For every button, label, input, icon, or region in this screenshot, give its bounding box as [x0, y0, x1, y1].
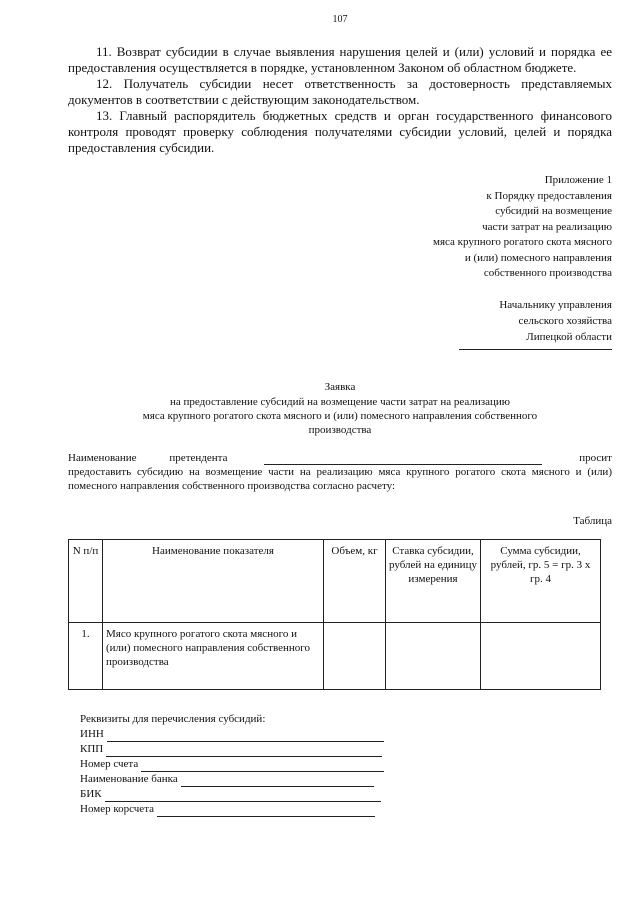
kpp-field[interactable] — [106, 745, 382, 757]
table-cell-indicator: Мясо крупного рогатого скота мясного и (или) помесного направления собственного производства — [103, 622, 324, 689]
account-number-field[interactable] — [141, 760, 384, 772]
table-header-row — [69, 539, 601, 622]
table-cell-rate[interactable] — [386, 622, 481, 689]
appendix-line: мяса крупного рогатого скота мясного — [432, 236, 612, 248]
title-line: мяса крупного рогатого скота мясного и (или) помесного направления собственного — [142, 409, 538, 422]
requisites-block — [80, 712, 612, 817]
table-header-cell: N п/п — [69, 539, 103, 622]
requisite-account — [80, 757, 612, 772]
bank-name-field[interactable] — [181, 775, 374, 787]
appendix-line: Приложение 1 — [544, 174, 612, 186]
addressee-line: сельского хозяйства — [518, 314, 612, 327]
applicant-label-end: просит — [579, 451, 612, 464]
paragraph-11: 11. Возврат субсидии в случае выявления нарушения целей и (или) условий и порядка ее предоставления осуществляется в порядке, установленном Законом об областном бюджете. — [68, 44, 612, 75]
requisite-kpp — [80, 742, 612, 757]
requisite-label: ИНН — [80, 727, 104, 740]
applicant-continuation: предоставить субсидию на возмещение части на реализацию мяса крупного рогатого скота мясного и (или) помесного направления собственного производства согласно расчету: — [68, 465, 612, 492]
paragraph-12: 12. Получатель субсидии несет ответственность за достоверность представляемых документов в соответствии с действующим законодательством. — [68, 76, 612, 107]
table-header-cell: Сумма субсидии, рублей, гр. 5 = гр. 3 x гр. 4 — [481, 539, 601, 622]
requisite-label: Номер корсчета — [80, 802, 155, 815]
appendix-line: части затрат на реализацию — [482, 220, 612, 233]
appendix-header — [368, 173, 612, 282]
title-line: на предоставление субсидий на возмещение части затрат на реализацию — [170, 395, 510, 408]
title-heading: Заявка — [324, 380, 356, 393]
applicant-label: Наименование — [68, 451, 137, 464]
table-header-cell: Объем, кг — [324, 539, 386, 622]
requisite-label: Номер счета — [80, 757, 139, 770]
addressee-block — [368, 297, 612, 350]
requisite-bik — [80, 787, 612, 802]
inn-field[interactable] — [107, 730, 384, 742]
table-header-cell: Ставка субсидии, рублей на единицу измерения — [386, 539, 481, 622]
addressee-signature-line — [459, 349, 612, 350]
applicant-statement — [68, 451, 612, 493]
table-header-cell: Наименование показателя — [103, 539, 324, 622]
application-title — [68, 380, 612, 437]
requisite-label: БИК — [80, 787, 102, 800]
addressee-line: Липецкой области — [526, 330, 612, 343]
page-number: 107 — [332, 14, 348, 25]
paragraph-13: 13. Главный распорядитель бюджетных средств и орган государственного финансового контроля проводят проверку соблюдения получателями субсидии условий, целей и порядка предоставления субсидии. — [68, 108, 612, 155]
title-line: производства — [308, 423, 372, 436]
table-cell-amount[interactable] — [481, 622, 601, 689]
addressee-line: Начальнику управления — [499, 298, 612, 311]
appendix-line: к Порядку предоставления — [486, 189, 612, 202]
requisite-inn — [80, 727, 612, 742]
calculation-table — [68, 539, 601, 690]
applicant-name-field[interactable] — [264, 452, 542, 465]
bik-field[interactable] — [105, 790, 381, 802]
requisite-label: КПП — [80, 742, 104, 755]
requisite-bank — [80, 772, 612, 787]
appendix-line: субсидий на возмещение — [495, 205, 612, 217]
requisite-corr-account — [80, 802, 612, 817]
table-cell-volume[interactable] — [324, 622, 386, 689]
appendix-line: собственного производства — [483, 267, 612, 279]
requisites-title: Реквизиты для перечисления субсидий: — [80, 712, 266, 725]
corr-account-field[interactable] — [157, 805, 375, 817]
applicant-label: претендента — [169, 451, 228, 464]
table-cell-number: 1. — [69, 622, 103, 689]
requisite-label: Наименование банка — [80, 772, 178, 785]
table-label: Таблица — [573, 514, 612, 527]
table-row — [69, 622, 601, 689]
appendix-line: и (или) помесного направления — [464, 251, 612, 264]
